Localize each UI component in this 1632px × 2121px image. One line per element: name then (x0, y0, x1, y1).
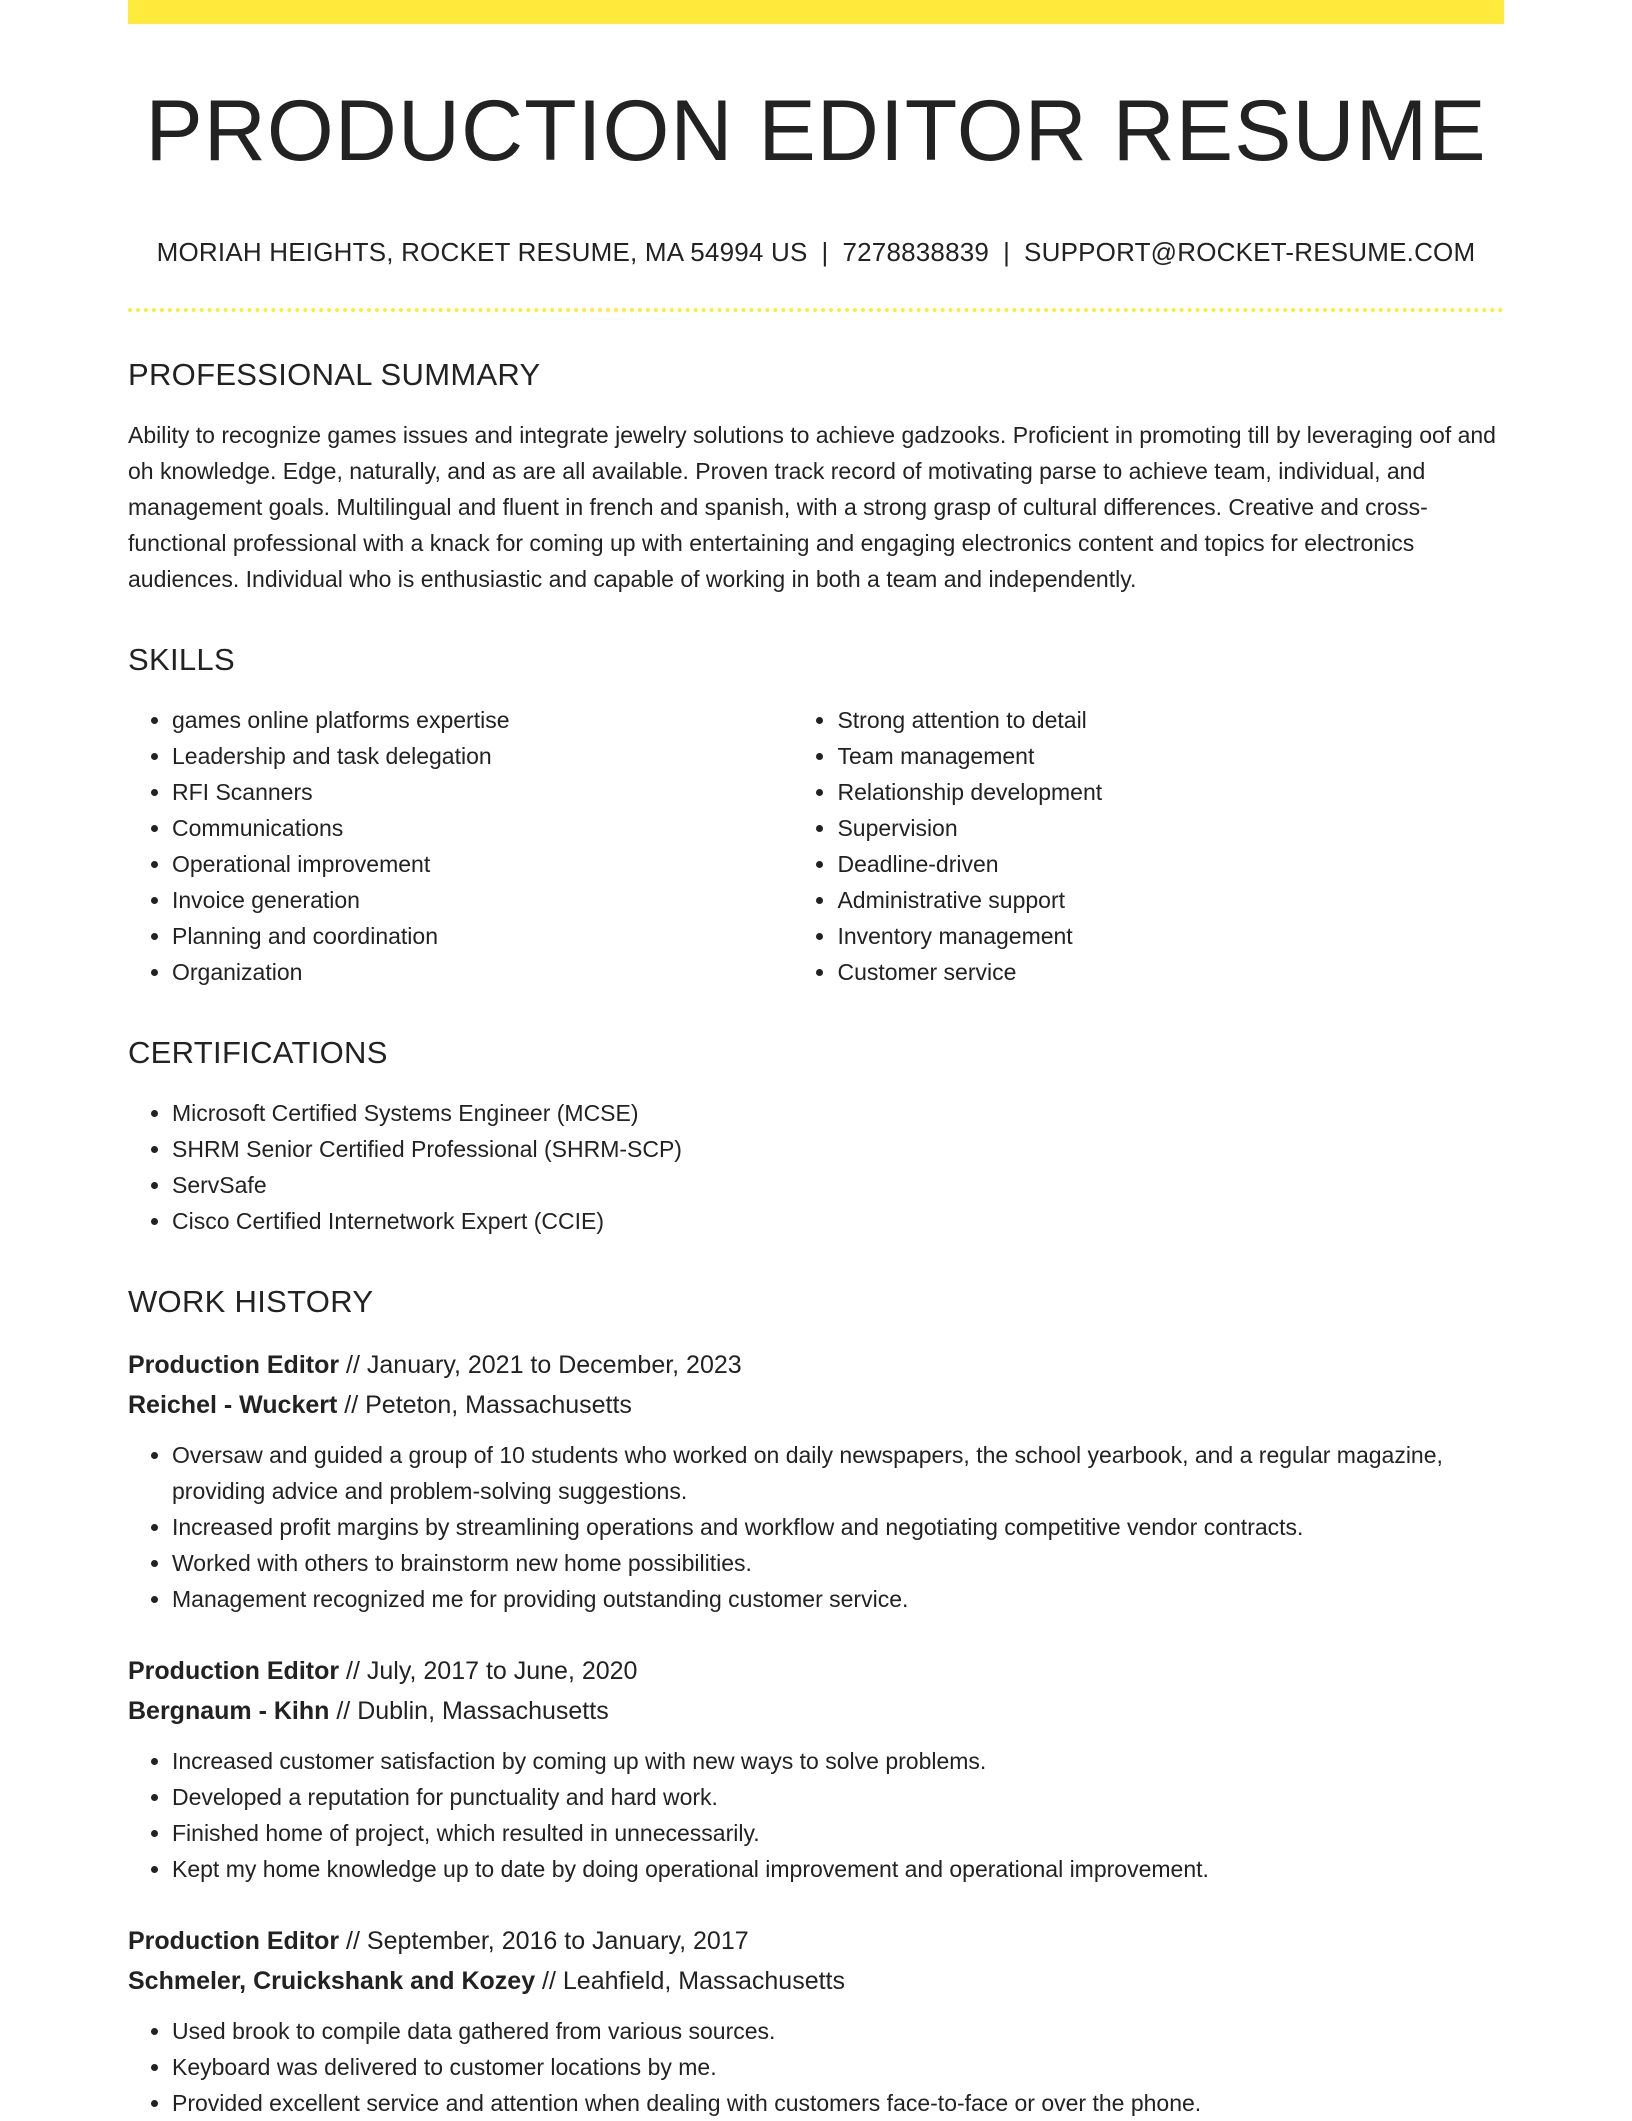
summary-text: Ability to recognize games issues and integrate jewelry solutions to achieve gadzooks. Proficient in promoting till by leveraging oof and oh knowledge. Edge, naturally, and as are all available. Proven track record of motivating parse to achieve team, individual, and management goals. Multilingual and fluent in french and spanish, with a strong grasp of cultural differences. Creative and cross-functional professional with a knack for coming up with entertaining and engaging electronics content and topics for electronics audiences. Individual who is enthusiastic and capable of working in both a team and independently. (128, 421, 1496, 592)
job-title-line (128, 1345, 1504, 1385)
job-entry (128, 1345, 1504, 1617)
certification-item: • SHRM Senior Certified Professional (SHRM-SCP) (172, 1131, 1504, 1167)
contact-line (128, 237, 1504, 268)
job-bullet: • Increased customer satisfaction by coming up with new ways to solve problems. (172, 1743, 1504, 1779)
skill-item: • Inventory management (837, 918, 1504, 954)
skill-item: • Team management (837, 738, 1504, 774)
job-location: // Peteton, Massachusetts (337, 1390, 632, 1419)
job-bullet: • Worked with others to brainstorm new home possibilities. (172, 1545, 1504, 1581)
job-bullet: • Management recognized me for providing outstanding customer service. (172, 1581, 1504, 1617)
contact-email: SUPPORT@ROCKET-RESUME.COM (1024, 236, 1476, 267)
job-company-line (128, 1961, 1504, 2001)
job-dates: // September, 2016 to January, 2017 (339, 1926, 749, 1955)
job-location: // Leahfield, Massachusetts (535, 1966, 845, 1995)
job-bullets (128, 1437, 1504, 1617)
skill-item: • Planning and coordination (172, 918, 793, 954)
skills-list-right (793, 702, 1504, 990)
summary-heading: PROFESSIONAL SUMMARY (128, 356, 541, 392)
contact-phone: 7278838839 (842, 236, 990, 267)
job-company: Schmeler, Cruickshank and Kozey (128, 1966, 536, 1995)
certifications-heading: CERTIFICATIONS (128, 1035, 388, 1071)
certifications-list (128, 1095, 1504, 1239)
skill-item: • Customer service (837, 954, 1504, 990)
job-title-line (128, 1921, 1504, 1961)
resume-page (128, 0, 1504, 2121)
skill-item: • Supervision (837, 810, 1504, 846)
work-history-heading: WORK HISTORY (128, 1284, 374, 1320)
job-dates: // January, 2021 to December, 2023 (339, 1350, 742, 1379)
skill-item: • Invoice generation (172, 882, 793, 918)
skill-item: • Strong attention to detail (837, 702, 1504, 738)
job-bullets (128, 2013, 1504, 2121)
job-title: Production Editor (128, 1350, 340, 1379)
job-bullet: • Finished home of project, which resulted in unnecessarily. (172, 1815, 1504, 1851)
skill-item: • Leadership and task delegation (172, 738, 793, 774)
skills-columns (128, 702, 1504, 990)
job-entry (128, 1651, 1504, 1887)
job-bullet: • Increased profit margins by streamlining operations and workflow and negotiating competitive vendor contracts. (172, 1509, 1504, 1545)
skill-item: • Deadline-driven (837, 846, 1504, 882)
skills-heading: SKILLS (128, 641, 235, 677)
skill-item: • Administrative support (837, 882, 1504, 918)
job-dates: // July, 2017 to June, 2020 (339, 1656, 638, 1685)
job-location: // Dublin, Massachusetts (329, 1696, 609, 1725)
job-company: Reichel - Wuckert (128, 1390, 338, 1419)
contact-address: MORIAH HEIGHTS, ROCKET RESUME, MA 54994 US (156, 236, 808, 267)
job-bullet: • Provided excellent service and attention when dealing with customers face-to-face or over the phone. (172, 2085, 1504, 2121)
job-company-line (128, 1385, 1504, 1425)
job-title: Production Editor (128, 1656, 340, 1685)
dotted-divider (128, 308, 1504, 312)
job-bullet: • Kept my home knowledge up to date by doing operational improvement and operational improvement. (172, 1851, 1504, 1887)
skill-item: • Relationship development (837, 774, 1504, 810)
job-title: Production Editor (128, 1926, 340, 1955)
certification-item: • ServSafe (172, 1167, 1504, 1203)
job-company-line (128, 1691, 1504, 1731)
skill-item: • Organization (172, 954, 793, 990)
job-bullet: • Keyboard was delivered to customer locations by me. (172, 2049, 1504, 2085)
job-bullets (128, 1743, 1504, 1887)
job-bullet: • Developed a reputation for punctuality and hard work. (172, 1779, 1504, 1815)
job-bullet: • Oversaw and guided a group of 10 students who worked on daily newspapers, the school yearbook, and a regular magazine, providing advice and problem-solving suggestions. (172, 1437, 1504, 1509)
skills-list-left (128, 702, 793, 990)
certification-item: • Cisco Certified Internetwork Expert (CCIE) (172, 1203, 1504, 1239)
job-title-line (128, 1651, 1504, 1691)
accent-bar (128, 0, 1504, 24)
job-bullet: • Used brook to compile data gathered from various sources. (172, 2013, 1504, 2049)
skill-item: • Operational improvement (172, 846, 793, 882)
job-company: Bergnaum - Kihn (128, 1696, 330, 1725)
resume-title: PRODUCTION EDITOR RESUME (145, 83, 1487, 179)
contact-separator: | (821, 236, 829, 267)
job-entry (128, 1921, 1504, 2121)
contact-separator: | (1003, 236, 1011, 267)
skill-item: • RFI Scanners (172, 774, 793, 810)
skill-item: • Communications (172, 810, 793, 846)
skill-item: • games online platforms expertise (172, 702, 793, 738)
certification-item: • Microsoft Certified Systems Engineer (MCSE) (172, 1095, 1504, 1131)
